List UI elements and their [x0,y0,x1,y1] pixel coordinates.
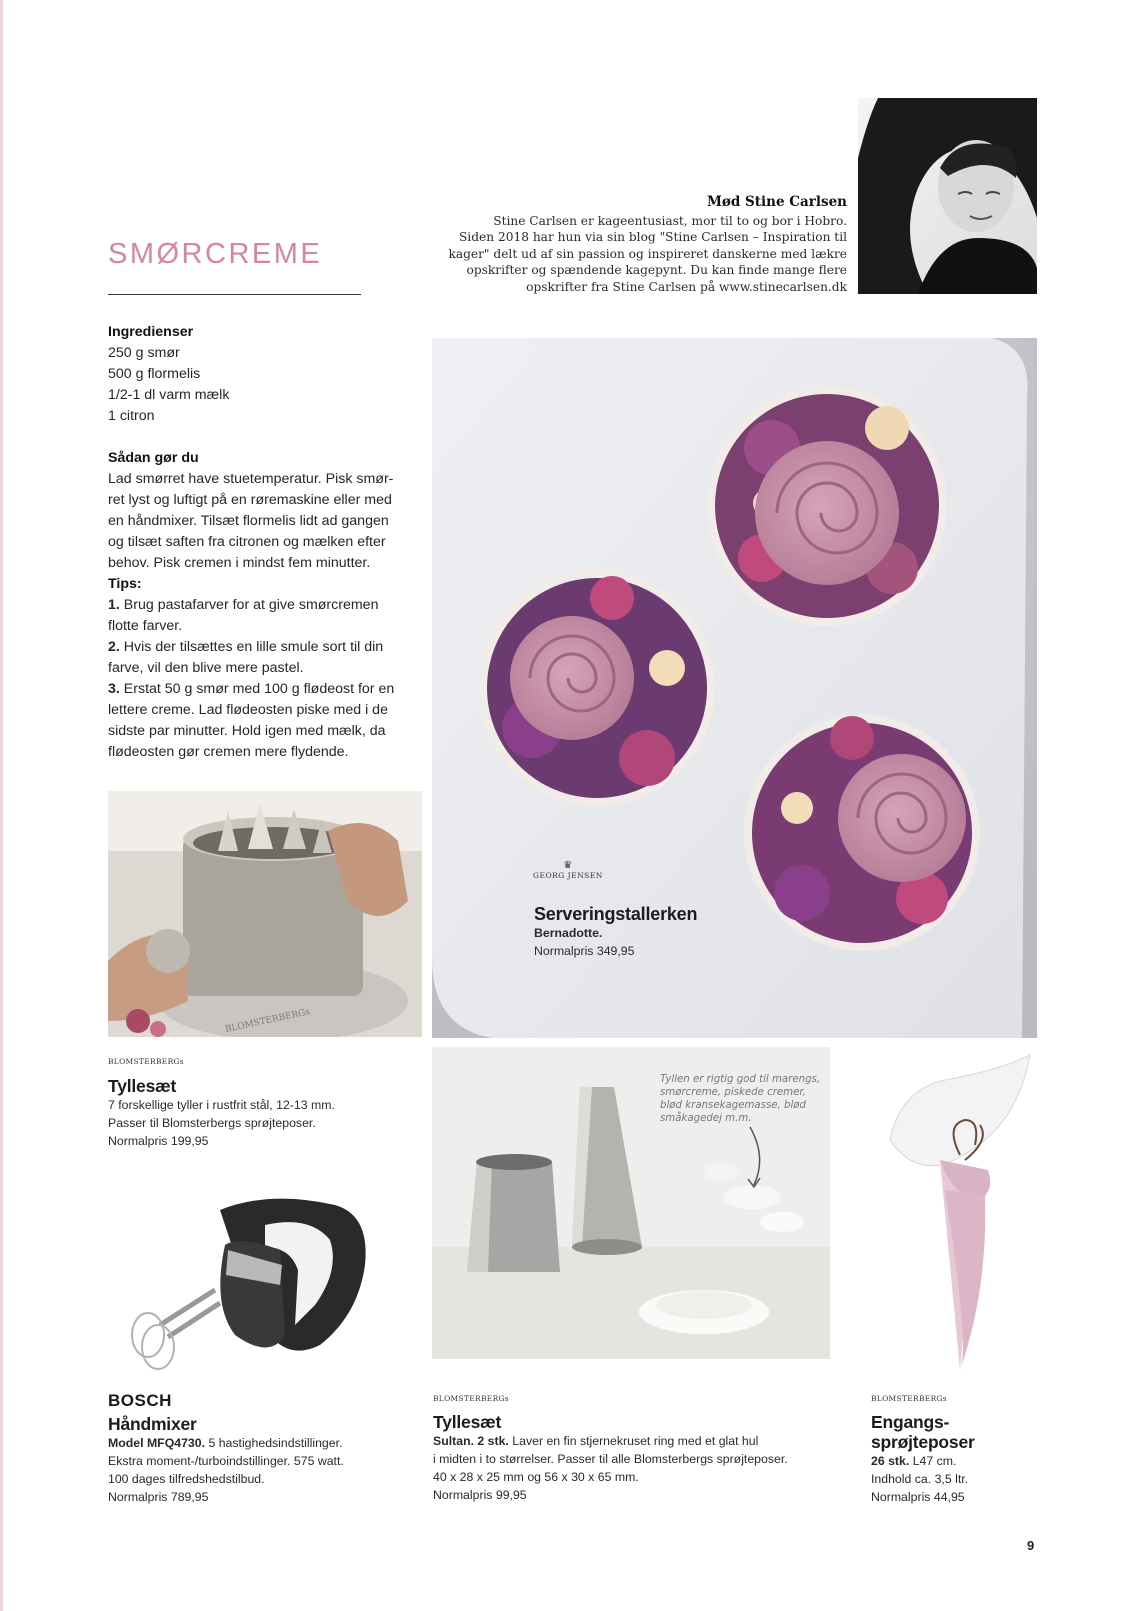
nozzle-note: Tyllen er rigtig god til marengs, smørcreme, piskede cremer, blød kransekagemasse, blød småkagedej m.m. [660,1074,821,1124]
method-line: og tilsæt saften fra citronen og mælken efter [108,534,386,550]
product-desc: 7 forskellige tyller i rustfrit stål, 12-13 mm. [108,1098,335,1112]
product-desc: i midten i to størrelser. Passer til alle Blomsterbergs sprøjteposer. [433,1452,788,1466]
recipe-title: SMØRCREME [108,238,323,270]
product-title: Tyllesæt [108,1076,177,1096]
author-portrait [858,98,1037,294]
ingredients-heading: Ingredienser [108,324,194,340]
product-price: Normalpris 789,95 [108,1490,209,1504]
blomsterbergs-logo: BLOMSTERBERGs [433,1394,509,1403]
tips-heading: Tips: [108,576,142,592]
method-heading: Sådan gør du [108,450,199,466]
tip-line: 2. Hvis der tilsættes en lille smule sort til din [108,639,384,655]
method-line: behov. Pisk cremen i mindst fem minutter. [108,555,371,571]
tip-line: flotte farver. [108,618,183,634]
tip-line: 1. Brug pastafarver for at give smørcremen [108,597,379,613]
georg-jensen-logo: ♛ GEORG JENSEN [533,860,603,880]
hand-mixer-photo [120,1185,380,1375]
bio-line: opskrifter og spændende kagepynt. Du kan finde mange flere [466,263,847,277]
plate-title: Serveringstallerken [534,904,698,924]
product-desc: 100 dages tilfredshedstilbud. [108,1472,265,1486]
page-edge [0,0,3,1611]
method-line: ret lyst og luftigt på en røremaskine eller med [108,492,392,508]
product-desc: Model MFQ4730. 5 hastighedsindstillinger. [108,1436,343,1450]
product-price: Normalpris 44,95 [871,1490,965,1504]
product-desc: Passer til Blomsterbergs sprøjteposer. [108,1116,316,1130]
bio-title: Mød Stine Carlsen [706,194,847,210]
product-desc: 40 x 28 x 25 mm og 56 x 30 x 65 mm. [433,1470,639,1484]
nozzle-tin-photo [108,791,422,1037]
product-price: Normalpris 199,95 [108,1134,209,1148]
product-title: Engangs- [871,1412,950,1432]
piping-bag-photo [870,1050,1040,1380]
tip-line: 3. Erstat 50 g smør med 100 g flødeost for en [108,681,395,697]
tip-line: farve, vil den blive mere pastel. [108,660,304,676]
product-desc: Indhold ca. 3,5 ltr. [871,1472,969,1486]
product-tylles-1 [108,1057,428,1150]
ingredient-item: 250 g smør [108,345,180,361]
ingredient-item: 500 g flormelis [108,366,201,382]
product-piping-bags [871,1394,1041,1506]
author-bio [440,194,847,295]
bio-line: kager" delt ud af sin passion og inspireret danskerne med lækre [448,246,847,261]
ingredient-item: 1 citron [108,408,155,424]
plate-product [534,904,834,960]
tip-line: sidste par minutter. Hold igen med mælk, da [108,723,386,739]
plate-subtitle: Bernadotte. [534,926,603,940]
blomsterbergs-logo: BLOMSTERBERGs [108,1057,184,1066]
page-number: 9 [1027,1538,1035,1553]
crown-icon: ♛ [563,860,573,871]
ingredient-item: 1/2-1 dl varm mælk [108,387,230,403]
method-line: Lad smørret have stuetemperatur. Pisk smør- [108,471,394,487]
title-divider [108,294,361,295]
plate-price: Normalpris 349,95 [534,944,635,958]
product-title: Håndmixer [108,1414,197,1434]
product-price: Normalpris 99,95 [433,1488,527,1502]
recipe-body [108,322,408,763]
bio-line: Stine Carlsen er kageentusiast, mor til to og bor i Hobro. [493,213,847,228]
svg-text:BLOMSTERBERGs: BLOMSTERBERGs [224,1007,311,1035]
blomsterbergs-logo: BLOMSTERBERGs [871,1394,947,1403]
tip-line: flødeosten gør cremen mere flydende. [108,744,349,760]
bosch-logo: BOSCH [108,1391,172,1410]
product-desc: 26 stk. L47 cm. [871,1454,957,1468]
method-line: en håndmixer. Tilsæt flormelis lidt ad gangen [108,513,389,529]
product-desc: Sultan. 2 stk. Laver en fin stjernekruset ring med et glat hul [433,1434,759,1448]
product-tylles-2 [433,1394,833,1504]
product-title: sprøjteposer [871,1432,975,1452]
product-desc: Ekstra moment-/turboindstillinger. 575 watt. [108,1454,344,1468]
tip-line: lettere creme. Lad flødeosten piske med i de [108,702,388,718]
bio-line: opskrifter fra Stine Carlsen på www.stinecarlsen.dk [526,279,847,294]
product-mixer [108,1391,408,1506]
bio-line: Siden 2018 har hun via sin blog "Stine Carlsen – Inspiration til [458,230,847,244]
product-title: Tyllesæt [433,1412,502,1432]
